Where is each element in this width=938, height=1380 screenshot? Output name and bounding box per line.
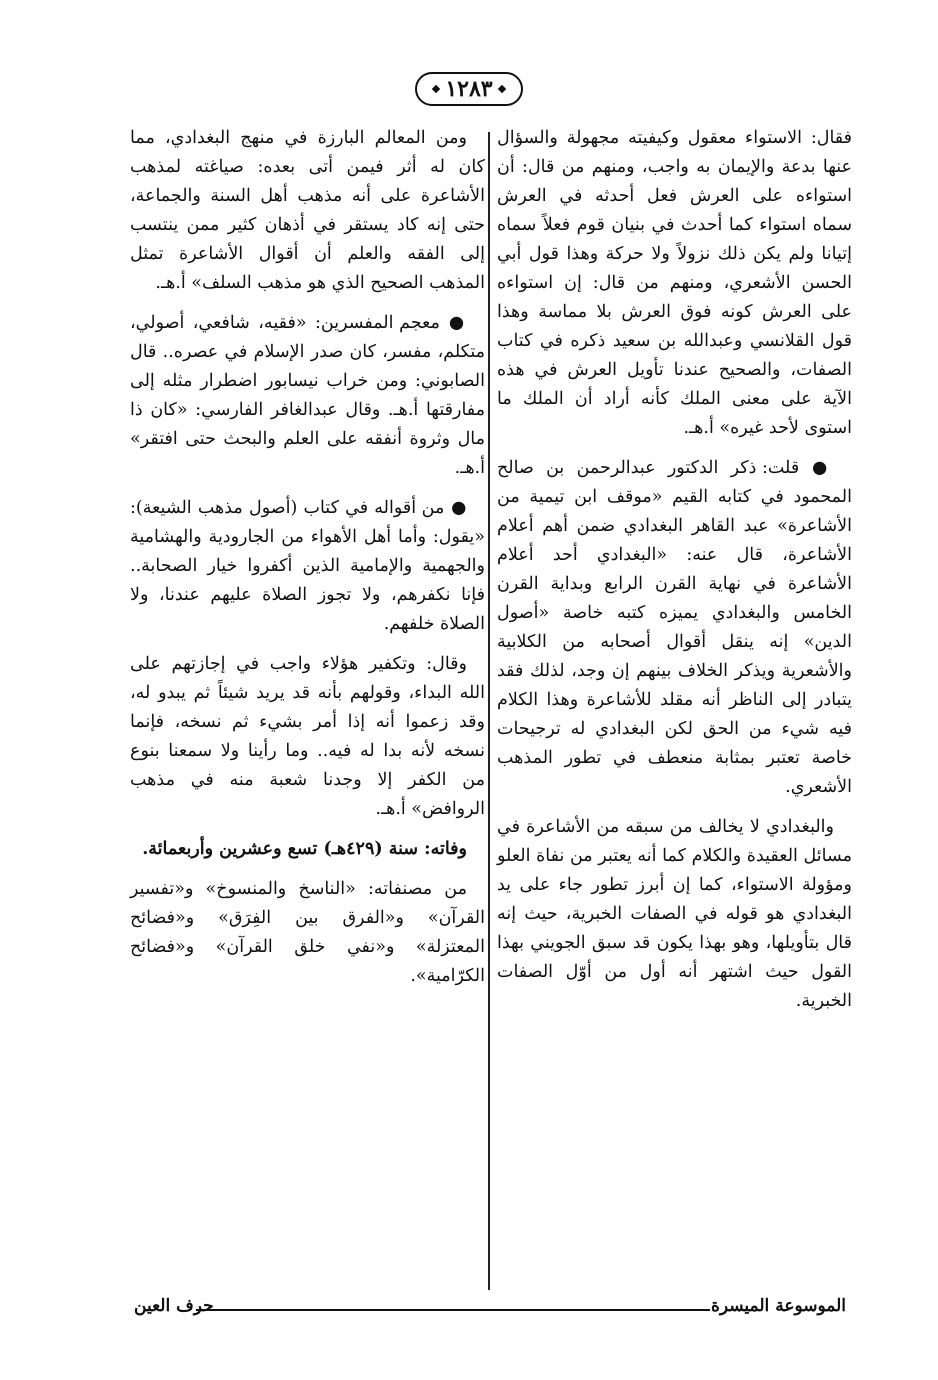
encyclopedia-title: الموسوعة الميسرة	[710, 1296, 846, 1316]
paragraph: فقال: الاستواء معقول وكيفيته مجهولة والسؤال عنها بدعة والإيمان به واجب، ومنهم من قال: أن استواءه على العرش فعل أحدثه في العرش سماه استواء كما أحدث في بنيان قوم فعلاً سماه إتيانا ولم يكن ذلك نزولاً ولا حركة وهذا قول أبي الحسن الأشعري، ومنهم من قال: إن استواءه على العرش كونه فوق العرش بلا مماسة وهذا قول القلانسي وعبدالله بن سعيد ذكره في كتاب الصفات، والصحيح عندنا تأويل العرش في هذه الآية على معنى الملك كأنه أراد أن الملك ما استوى لأحد غيره» أ.هـ.	[497, 128, 852, 438]
ornament-dot-left	[432, 85, 440, 93]
paragraph-text: قلت: ذكر الدكتور عبدالرحمن بن صالح المحمود في كتابه القيم «موقف ابن تيمية من الأشاعرة» عبد القاهر البغدادي ضمن أهم أعلام الأشاعرة، قال عنه: «البغدادي أحد أعلام الأشاعرة في نهاية القرن الرابع وبداية القرن الخامس والبغدادي يميزه كتبه خاصة «أصول الدين» إنه ينقل أقوال أصحابه من الكلابية والأشعرية ويذكر الخلاف بينهم إن وجد، لذلك فقد يتبادر إلى الناظر أنه مقلد للأشاعرة وهذا الكلام فيه شيء من الحق لكن البغدادي له ترجيحات خاصة تعتبر بمثابة منعطف في تطور المذهب الأشعري.	[497, 458, 852, 797]
section-title: حرف العين	[134, 1296, 214, 1316]
right-column	[497, 124, 852, 1027]
paragraph: وقال: وتكفير هؤلاء واجب في إجازتهم على الله البداء، وقولهم بأنه قد يريد شيئاً ثم يبدو له، وقد زعموا أنه إذا أمر بشيء ثم نسخه، فإنما نسخه لأنه بدا له فيه.. وما رأينا ولا سمعنا بنوع من الكفر إلا وجدنا شعبة منه في مذهب الروافض» أ.هـ.	[130, 654, 485, 819]
paragraph	[497, 454, 852, 802]
paragraph	[130, 309, 485, 483]
footer-rule	[196, 1309, 710, 1311]
bullet-icon: ●	[444, 498, 467, 518]
paragraph	[130, 494, 485, 639]
left-column	[130, 124, 485, 1002]
paragraph-text: من أقواله في كتاب (أصول مذهب الشيعة): «يقول: وأما أهل الأهواء من الجارودية والهشامية والجهمية والإمامية الذين أكفروا خيار الصحابة.. فإنا نكفرهم، ولا تجوز الصلاة عليهم عندنا، ولا الصلاة خلفهم.	[130, 498, 485, 634]
page-footer	[134, 1296, 846, 1322]
paragraph: ومن المعالم البارزة في منهج البغدادي، مما كان له أثر فيمن أتى بعده: صياغته لمذهب الأشاعرة على أنه مذهب أهل السنة والجماعة، حتى إنه كاد يستقر في أذهان كثير ممن ينتسب إلى الفقه والعلم أن أقوال الأشاعرة تمثل المذهب الصحيح الذي هو مذهب السلف» أ.هـ.	[130, 128, 485, 293]
page-number	[0, 72, 938, 106]
paragraph: والبغدادي لا يخالف من سبقه من الأشاعرة في مسائل العقيدة والكلام كما أنه يعتبر من نفاة العلو ومؤولة الاستواء، كما إن أبرز تطور جاء على يد البغدادي هو قوله في الصفات الخبرية، حيث إنه قال بتأويلها، وهو بهذا يكون قد سبق الجويني بهذا القول حيث اشتهر أنه أول من أوّل الصفات الخبرية.	[497, 817, 852, 1011]
ornament-dot-right	[497, 85, 505, 93]
works-paragraph: من مصنفاته: «الناسخ والمنسوخ» و«تفسير القرآن» و«الفرق بين الفِرَق» و«فضائح المعتزلة» و«نفي خلق القرآن» و«فضائح الكرّامية».	[130, 879, 485, 986]
page-number-frame	[415, 72, 522, 106]
column-divider	[488, 132, 490, 1290]
bullet-icon: ●	[799, 458, 834, 478]
page-number-text: ١٢٨٣	[445, 76, 493, 102]
paragraph-text: معجم المفسرين: «فقيه، شافعي، أصولي، متكلم، مفسر، كان صدر الإسلام في عصره.. قال الصابوني: ومن خراب نيسابور اضطرار مثله إلى مفارقتها أ.هـ. وقال عبدالغافر الفارسي: «كان ذا مال وثروة أنفقه على العلم والبحث حتى افتقر» أ.هـ.	[130, 313, 485, 478]
bullet-icon: ●	[439, 313, 467, 333]
death-date-paragraph: وفاته: سنة (٤٢٩هـ) تسع وعشرين وأربعمائة.	[142, 839, 467, 859]
